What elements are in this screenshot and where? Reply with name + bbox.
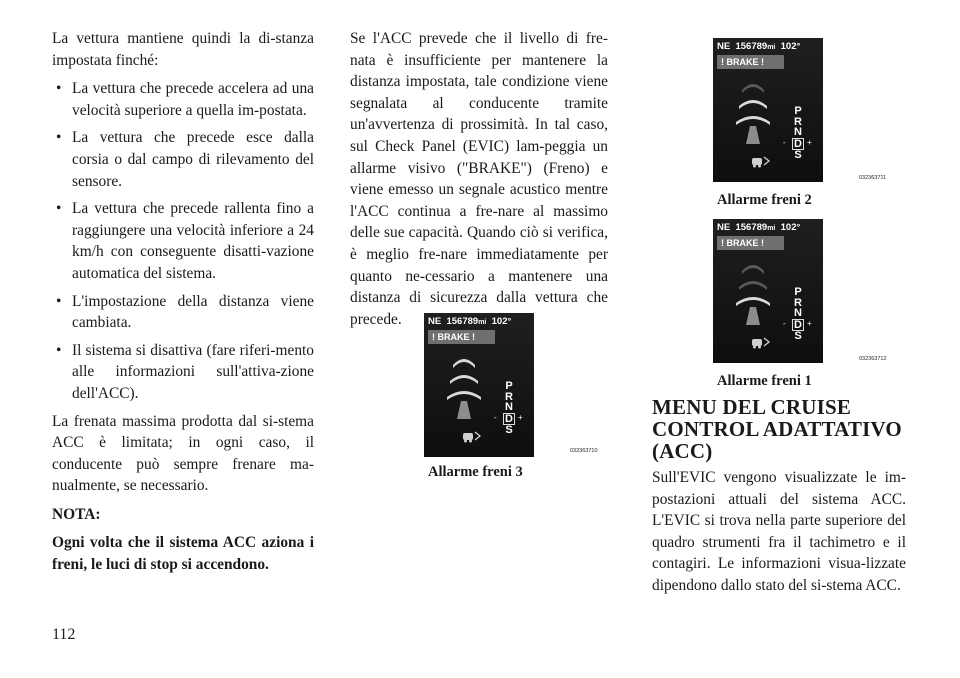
distance-bar — [739, 100, 767, 109]
distance-bars-icon — [439, 349, 489, 419]
acc-vehicle-icon — [751, 335, 771, 349]
list-item: • La vettura che precede esce dalla corsia o dal campo di rilevamento del sensore. — [52, 127, 314, 192]
gear-s: S — [794, 330, 802, 342]
section-title: MENU DEL CRUISE CONTROL ADATTATIVO (ACC) — [652, 395, 902, 463]
odometer-unit: mi — [767, 225, 776, 232]
host-vehicle-shape — [746, 126, 760, 144]
odometer-readout: 156789 — [446, 316, 479, 327]
odometer-unit: mi — [767, 44, 776, 51]
distance-bar — [736, 297, 770, 306]
page-number: 112 — [52, 626, 76, 643]
gear-d: D — [794, 137, 802, 150]
condition-list — [52, 78, 314, 404]
distance-bar — [450, 375, 478, 384]
gear-n: N — [505, 401, 513, 413]
note-heading: NOTA: — [52, 505, 101, 523]
temperature-readout: 102° — [491, 316, 512, 327]
gear-n: N — [794, 307, 802, 319]
acc-vehicle-icon — [462, 429, 482, 443]
figure-brake-alert-1 — [713, 219, 903, 391]
gear-r: R — [505, 390, 513, 403]
left-column — [52, 28, 314, 583]
compass-readout: NE — [717, 41, 731, 52]
gear-indicator — [792, 287, 804, 342]
minus-sign: - — [783, 319, 786, 328]
gear-indicator — [792, 106, 804, 161]
intro-paragraph: La vettura mantiene quindi la di-stanza impostata finché: — [52, 30, 314, 69]
odometer-unit: mi — [478, 319, 487, 326]
host-vehicle-shape — [746, 307, 760, 325]
braking-paragraph: La frenata massima prodotta dal si-stema ACC è limitata; in ogni caso, il conducente può sempre frenare ma-nualmente, se necessario. — [52, 412, 314, 495]
figure-brake-alert-2 — [713, 38, 903, 210]
temperature-readout: 102° — [780, 222, 801, 233]
host-vehicle-shape — [457, 401, 471, 419]
status-line — [428, 316, 531, 327]
figure-caption: Allarme freni 2 — [717, 192, 812, 208]
figure-code: 032363710 — [570, 448, 598, 454]
gear-p: P — [794, 105, 802, 117]
list-item: • La vettura che precede rallenta fino a raggiungere una velocità inferiore a 24 km/h con conseguente disatti-vazione automatica del sistema. — [52, 198, 314, 284]
gear-n: N — [794, 126, 802, 138]
gear-r: R — [794, 115, 802, 128]
plus-sign: + — [807, 319, 812, 328]
odometer-readout: 156789 — [735, 41, 768, 52]
instrument-cluster-display — [424, 313, 534, 457]
status-line — [717, 41, 820, 52]
distance-bar — [742, 84, 764, 93]
proximity-warning-paragraph: Se l'ACC prevede che il livello di fre-nata è insufficiente per mantenere la distanza impostata, tale condizione viene segnalata al conducente tramite un'avvertenza di prossimità. In tal caso, sul Check Panel (EVIC) lam-peggia un allarme visivo ("BRAKE") (Freno) e viene emesso un segnale acustico mentre l'ACC continua a fre-nare al massimo delle sue capacità. Quando ciò si verifica, è meglio fre-nare immediatamente per quanto ne-cessario a mantenere una distanza di sicurezza dalla vettura che precede. — [350, 30, 608, 328]
distance-bars-icon — [728, 255, 778, 325]
gear-r: R — [794, 296, 802, 309]
compass-readout: NE — [717, 222, 731, 233]
gear-s: S — [505, 424, 513, 436]
brake-warning-banner: ! BRAKE ! — [717, 236, 784, 250]
minus-sign: - — [494, 413, 497, 422]
distance-bars-icon — [728, 74, 778, 144]
plus-sign: + — [518, 413, 523, 422]
distance-bar — [453, 359, 475, 368]
distance-bar — [736, 116, 770, 125]
acc-vehicle-icon — [751, 154, 771, 168]
distance-bar — [447, 391, 481, 400]
compass-readout: NE — [428, 316, 442, 327]
gear-p: P — [505, 380, 513, 392]
note-text: Ogni volta che il sistema ACC aziona i freni, le luci di stop si accendono. — [52, 534, 314, 574]
plus-sign: + — [807, 138, 812, 147]
middle-column — [350, 28, 608, 337]
gear-p: P — [794, 286, 802, 298]
right-column — [652, 396, 906, 604]
list-item: • La vettura che precede accelera ad una velocità superiore a quella im-postata. — [52, 78, 314, 121]
minus-sign: - — [783, 138, 786, 147]
brake-warning-banner: ! BRAKE ! — [428, 330, 495, 344]
distance-bar — [742, 265, 764, 274]
figure-code: 032363711 — [859, 175, 887, 181]
figure-caption: Allarme freni 3 — [428, 464, 523, 480]
figure-code: 032363712 — [859, 356, 887, 362]
figure-caption: Allarme freni 1 — [717, 373, 812, 389]
temperature-readout: 102° — [780, 41, 801, 52]
list-item: • Il sistema si disattiva (fare riferi-mento alle informazioni sull'attiva-zione dell'ACC). — [52, 340, 314, 405]
odometer-readout: 156789 — [735, 222, 768, 233]
distance-bar — [739, 281, 767, 290]
gear-indicator — [503, 381, 515, 436]
status-line — [717, 222, 820, 233]
list-item: • L'impostazione della distanza viene cambiata. — [52, 291, 314, 334]
acc-menu-paragraph: Sull'EVIC vengono visualizzate le im-postazioni attuali del sistema ACC. L'EVIC si trova nella parte superiore del quadro strumenti fra il tachimetro e il contagiri. Le informazioni visua-lizzate dipendono dallo stato del si-stema ACC. — [652, 469, 906, 594]
gear-d: D — [505, 412, 513, 425]
gear-s: S — [794, 149, 802, 161]
brake-warning-banner: ! BRAKE ! — [717, 55, 784, 69]
gear-d: D — [794, 318, 802, 331]
instrument-cluster-display — [713, 219, 823, 363]
instrument-cluster-display — [713, 38, 823, 182]
figure-brake-alert-3 — [424, 313, 614, 483]
